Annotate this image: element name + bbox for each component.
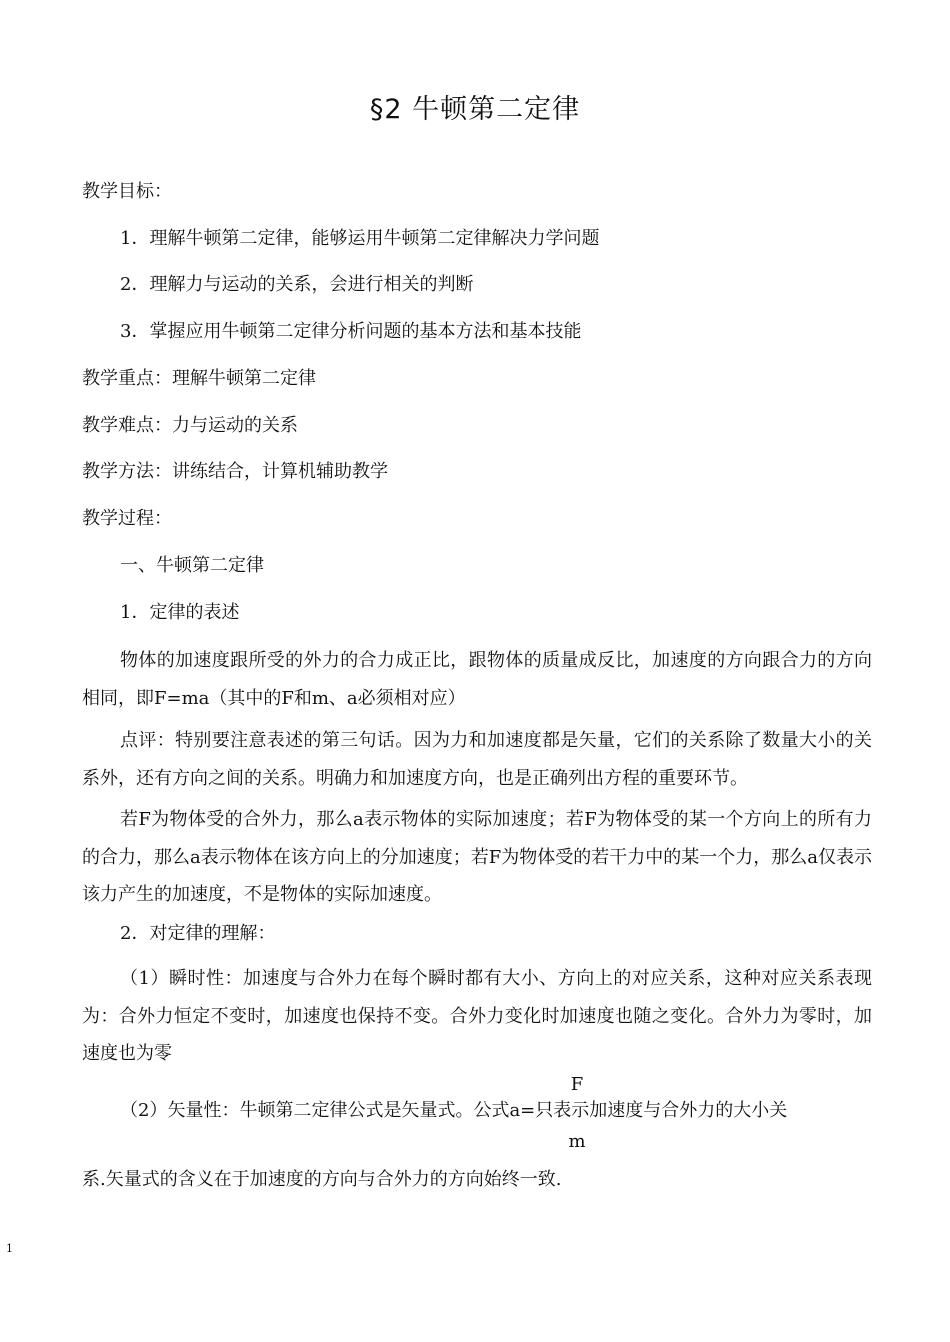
process-heading: 教学过程： — [82, 508, 172, 529]
vector-line: （2）矢量性：牛顿第二定律公式是矢量式。公式a=只表示加速度与合外力的大小关 — [120, 1100, 788, 1121]
subsection-2: 2．对定律的理解： — [120, 923, 276, 944]
page-number: 1 — [6, 1242, 13, 1255]
instant-paragraph: （1）瞬时性：加速度与合外力在每个瞬时都有大小、方向上的对应关系，这种对应关系表现为：合外力恒定不变时，加速度也保持不变。合外力变化时加速度也随之变化。合外力为零时，加速度也为零 — [82, 968, 872, 1064]
statement-paragraph: 物体的加速度跟所受的外力的合力成正比，跟物体的质量成反比，加速度的方向跟合力的方向相同，即F=ma（其中的F和m、a必须相对应） — [82, 650, 872, 709]
fraction-denominator: m — [568, 1131, 586, 1152]
goal-item-1: 1．理解牛顿第二定律，能够运用牛顿第二定律解决力学问题 — [120, 228, 600, 249]
goal-item-2: 2．理解力与运动的关系，会进行相关的判断 — [120, 274, 474, 295]
cases-paragraph: 若F为物体受的合外力，那么a表示物体的实际加速度；若F为物体受的某一个方向上的所有力的合力，那么a表示物体在该方向上的分加速度；若F为物体受的若干力中的某一个力，那么a仅表示该力产生的加速度，不是物体的实际加速度。 — [82, 809, 872, 905]
fraction-numerator: F — [570, 1074, 584, 1095]
subsection-1: 1．定律的表述 — [120, 602, 240, 623]
teaching-method: 教学方法：讲练结合，计算机辅助教学 — [82, 461, 388, 482]
comment-paragraph: 点评：特别要注意表述的第三句话。因为力和加速度都是矢量，它们的关系除了数量大小的关系外，还有方向之间的关系。明确力和加速度方向，也是正确列出方程的重要环节。 — [82, 730, 872, 789]
key-point: 教学重点：理解牛顿第二定律 — [82, 368, 316, 389]
page-title: §2 牛顿第二定律 — [369, 94, 581, 125]
vector-continuation: 系.矢量式的含义在于加速度的方向与合外力的方向始终一致. — [82, 1169, 562, 1190]
goals-heading: 教学目标： — [82, 181, 172, 202]
goal-item-3: 3．掌握应用牛顿第二定律分析问题的基本方法和基本技能 — [120, 321, 582, 342]
section-heading-1: 一、牛顿第二定律 — [120, 555, 264, 576]
difficulty: 教学难点：力与运动的关系 — [82, 415, 298, 436]
